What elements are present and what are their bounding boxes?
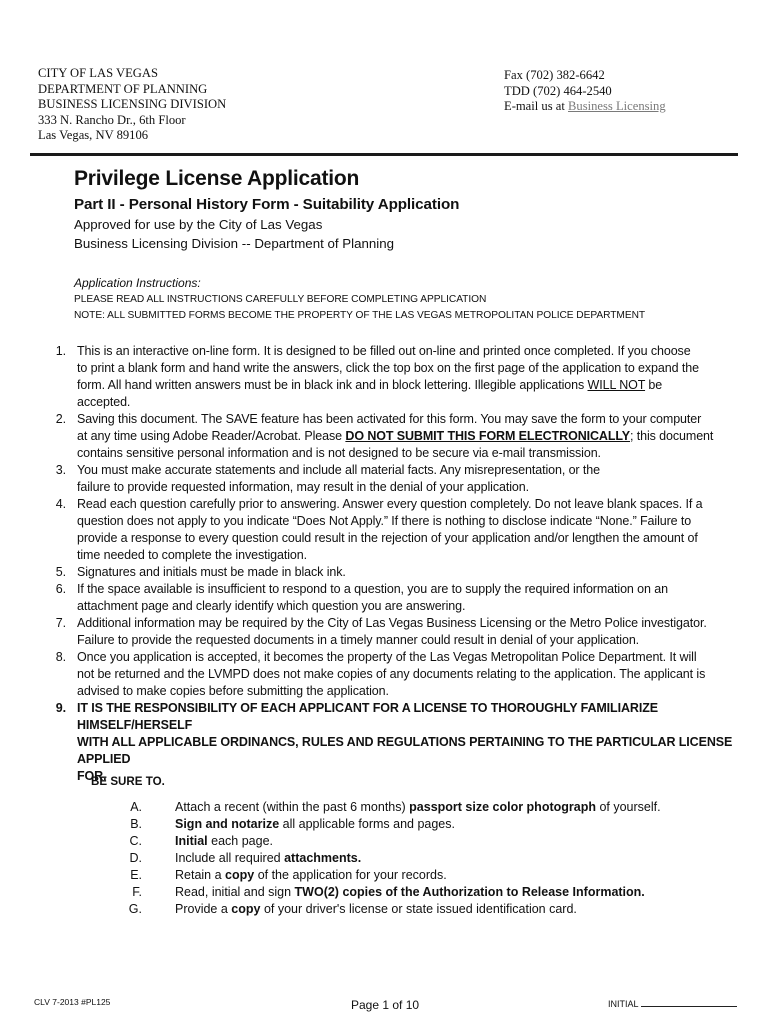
instruction-item <box>46 411 746 462</box>
contact-info <box>504 68 666 115</box>
checklist-letter: G. <box>128 902 142 916</box>
instruction-line: attachment page and clearly identify which question you are answering. <box>77 599 466 613</box>
address-line: CITY OF LAS VEGAS <box>38 66 159 80</box>
initial-line[interactable] <box>641 997 737 1007</box>
instruction-line: Signatures and initials must be made in black ink. <box>77 565 346 579</box>
checklist-item <box>110 833 730 850</box>
address-line: 333 N. Rancho Dr., 6th Floor <box>38 112 186 127</box>
checklist-text: each page. <box>207 834 273 848</box>
read-instructions-note: PLEASE READ ALL INSTRUCTIONS CAREFULLY BEFORE COMPLETING APPLICATION <box>74 294 487 305</box>
checklist-text: Include all required <box>175 851 285 865</box>
instruction-line: This is an interactive on-line form. It is designed to be filled out on-line and printed once completed. If you choose <box>77 344 691 358</box>
address-line: BUSINESS LICENSING DIVISION <box>38 97 227 112</box>
instruction-number: 3. <box>55 463 66 477</box>
instruction-line: accepted. <box>77 395 131 409</box>
instruction-number: 2. <box>55 412 66 426</box>
instruction-number: 5. <box>55 565 66 579</box>
checklist-item <box>110 901 730 918</box>
instruction-line: FOR. <box>77 769 107 783</box>
instruction-item <box>46 496 746 564</box>
instruction-line: contains sensitive personal information and is not designed to be secure via e-mail transmission. <box>77 446 601 460</box>
checklist-item <box>110 816 730 833</box>
page-title: Privilege License Application <box>74 167 360 190</box>
checklist-emphasis: attachments. <box>284 851 362 865</box>
instruction-line: not be returned and the LVMPD does not make copies of any documents relating to the application. The applicant is <box>77 667 706 681</box>
checklist-letter: C. <box>129 834 142 848</box>
checklist-text: Provide a <box>175 902 232 916</box>
form-code: CLV 7-2013 #PL125 <box>34 997 111 1007</box>
instruction-line: Read each question carefully prior to answering. Answer every question completely. Do not leave blank spaces. If a <box>77 497 703 511</box>
instruction-line: advised to make copies before submitting the application. <box>77 684 389 698</box>
property-note: NOTE: ALL SUBMITTED FORMS BECOME THE PROPERTY OF THE LAS VEGAS METROPOLITAN POLICE DEPARTMENT <box>74 310 646 321</box>
checklist-letter: A. <box>130 800 142 814</box>
checklist-letter: B. <box>130 817 142 831</box>
instruction-line: You must make accurate statements and include all material facts. Any misrepresentation, or the <box>77 463 600 477</box>
instructions-heading: Application Instructions: <box>74 276 201 290</box>
checklist-item <box>110 799 730 816</box>
checklist-text: all applicable forms and pages. <box>279 817 455 831</box>
checklist-text: of the application for your records. <box>254 868 447 882</box>
instruction-item <box>46 564 746 581</box>
checklist-emphasis: TWO(2) copies of the Authorization to Release Information. <box>294 885 645 899</box>
checklist-item <box>110 867 730 884</box>
instruction-line: failure to provide requested information, may result in the denial of your application. <box>77 480 529 494</box>
checklist-text: of yourself. <box>595 800 661 814</box>
checklist-item <box>110 884 730 901</box>
tdd-number: TDD (702) 464-2540 <box>504 83 612 98</box>
instruction-number: 6. <box>55 582 66 596</box>
checklist-emphasis: copy <box>225 868 255 882</box>
checklist-letter: F. <box>132 885 142 899</box>
business-licensing-link[interactable]: Business Licensing <box>568 99 666 114</box>
instruction-text: at any time using Adobe Reader/Acrobat. Please <box>77 429 346 443</box>
checklist-text: Attach a recent (within the past 6 months) <box>175 800 410 814</box>
instruction-item <box>46 581 746 615</box>
page-number: Page 1 of 10 <box>351 998 420 1012</box>
instruction-line <box>77 428 746 445</box>
instruction-text: ; this document <box>630 429 714 443</box>
instruction-number: 9. <box>55 701 66 715</box>
instruction-text: be <box>645 378 663 392</box>
instruction-line <box>77 377 746 394</box>
fax-number: Fax (702) 382-6642 <box>504 68 605 82</box>
instruction-item <box>46 343 746 411</box>
initial-label: INITIAL <box>608 999 639 1009</box>
instruction-line: Additional information may be required by the City of Las Vegas Business Licensing or the Metro Police investigator. <box>77 616 707 630</box>
instruction-line: time needed to complete the investigation. <box>77 548 307 562</box>
instruction-line: question does not apply to you indicate “Does Not Apply.” If there is nothing to disclose indicate “None.” Failure to <box>77 514 692 528</box>
instruction-item <box>46 462 746 496</box>
division-statement: Business Licensing Division -- Department of Planning <box>74 236 395 251</box>
instruction-number: 8. <box>55 650 66 664</box>
instruction-text: form. All hand written answers must be in black ink and in block lettering. Illegible applications <box>77 378 588 392</box>
instruction-line: Saving this document. The SAVE feature has been activated for this form. You may save the form to your computer <box>77 412 702 426</box>
instructions-list <box>46 343 746 785</box>
checklist-emphasis: passport size color photograph <box>409 800 596 814</box>
instruction-line: If the space available is insufficient to respond to a question, you are to supply the required information on an <box>77 582 668 596</box>
header-divider <box>30 153 738 156</box>
email-line <box>504 99 666 115</box>
checklist <box>110 799 730 918</box>
address-line: Las Vegas, NV 89106 <box>38 128 149 143</box>
initial-field <box>608 997 737 1009</box>
checklist-emphasis: copy <box>231 902 261 916</box>
checklist-emphasis: Sign and notarize <box>175 817 280 831</box>
instruction-number: 1. <box>55 344 66 358</box>
email-prefix: E-mail us at <box>504 99 569 114</box>
instruction-line: provide a response to every question could result in the rejection of your application and/or lengthen the amount of <box>77 531 698 545</box>
checklist-letter: D. <box>129 851 142 865</box>
instruction-line: IT IS THE RESPONSIBILITY OF EACH APPLICANT FOR A LICENSE TO THOROUGHLY FAMILIARIZE HIMSELF/HERSELF <box>77 701 658 732</box>
checklist-letter: E. <box>130 868 142 882</box>
instruction-line: Failure to provide the requested documents in a timely manner could result in denial of your application. <box>77 633 640 647</box>
instruction-number: 4. <box>55 497 66 511</box>
checklist-text: of your driver's license or state issued identification card. <box>260 902 577 916</box>
instruction-item <box>46 700 746 785</box>
address-line: DEPARTMENT OF PLANNING <box>38 81 208 96</box>
do-not-submit-emphasis: DO NOT SUBMIT THIS FORM ELECTRONICALLY <box>345 429 631 443</box>
instruction-line: Once you application is accepted, it becomes the property of the Las Vegas Metropolitan Police Department. It will <box>77 650 697 664</box>
instruction-line: WITH ALL APPLICABLE ORDINANCS, RULES AND REGULATIONS PERTAINING TO THE PARTICULAR LICENSE APPLIED <box>77 735 733 766</box>
will-not-emphasis: WILL NOT <box>587 378 646 392</box>
approval-statement: Approved for use by the City of Las Vegas <box>74 217 323 232</box>
instruction-item <box>46 649 746 700</box>
department-address <box>38 66 226 144</box>
be-sure-heading: BE SURE TO. <box>91 775 165 788</box>
instruction-line: to print a blank form and hand write the answers, click the top box on the first page of the application to expand the <box>77 361 699 375</box>
checklist-emphasis: Initial <box>175 834 208 848</box>
checklist-text: Read, initial and sign <box>175 885 295 899</box>
page-subtitle: Part II - Personal History Form - Suitability Application <box>74 196 460 213</box>
checklist-item <box>110 850 730 867</box>
instruction-item <box>46 615 746 649</box>
instruction-number: 7. <box>55 616 66 630</box>
checklist-text: Retain a <box>175 868 226 882</box>
